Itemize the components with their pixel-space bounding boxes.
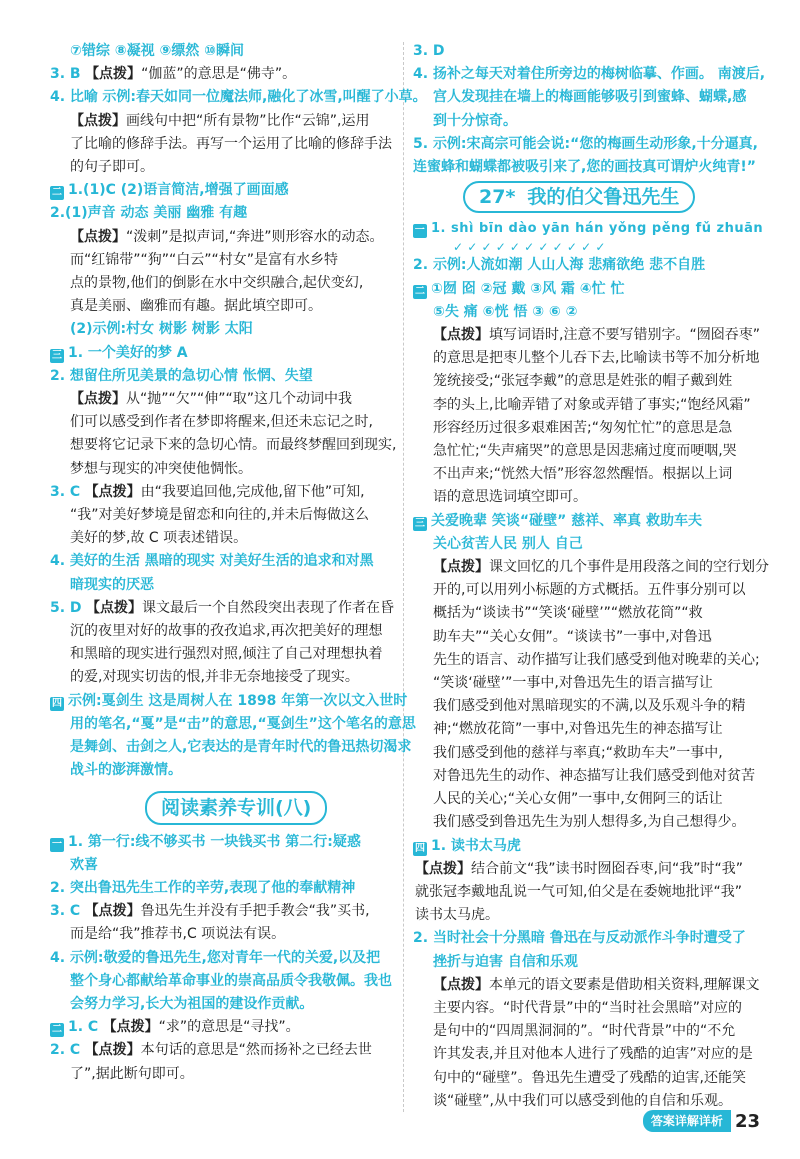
answer-line	[50, 226, 395, 249]
answer-line: 3. D	[413, 43, 445, 59]
answer-line: 而“红锦带”“狗”“白云”“村女”是富有水乡特	[70, 251, 339, 268]
example-tag: 示例:	[68, 692, 102, 709]
page-footer	[643, 1109, 760, 1133]
answer-line: “我”对美好梦境是留恋和向往的,并未后悔做这么	[70, 507, 369, 524]
answer-line: 挫折与迫害 自信和乐观	[433, 953, 578, 970]
hint-tag: 【点拨】	[84, 483, 141, 500]
answer-line: 2. 突出鲁迅先生工作的辛劳,表现了他的奉献精神	[50, 879, 356, 896]
answer-line	[50, 1016, 395, 1039]
answer-line: 而是给“我”推荐书,C 项说法有误。	[70, 926, 286, 943]
example-tag: 示例:	[102, 89, 136, 106]
answer-line	[50, 900, 395, 923]
answer-line: 主要内容。“时代背景”中的“当时社会黑暗”对应的	[433, 999, 743, 1016]
answer-line: 的意思是把枣儿整个儿吞下去,比喻读书等不加分析地	[433, 350, 760, 367]
answer-line: 用的笔名,“戛”是“击”的意思,“戛剑生”这个笔名的意思	[70, 715, 416, 732]
answer-line	[413, 217, 764, 240]
answer-line: 5. 示例:宋高宗可能会说:“您的梅画生动形象,十分逼真,	[413, 135, 758, 152]
answer-line	[413, 858, 758, 881]
answer-line: “笑谈‘碰壁’”一事中,对鲁迅先生的语言描写让	[433, 675, 713, 692]
answer-text: 戛剑生 这是周树人在 1898 年第一次以文入世时	[101, 692, 408, 709]
answer-line: 点的景物,他们的倒影在水中交织融合,起伏变幻,	[70, 275, 364, 292]
answer-line: 想要将它记录下来的急切心情。而最终梦醒回到现实,	[70, 437, 397, 454]
hint-tag: 【点拨】	[415, 860, 471, 877]
answer-line: 4. 示例:敬爱的鲁迅先生,您对青年一代的关爱,以及把	[50, 949, 381, 966]
answer-text: ①囫 囵 ②冠 戴 ③风 霜 ④忙 忙	[431, 280, 625, 297]
answer-line: 梦想与现实的冲突使他惆怅。	[70, 460, 252, 477]
example-tag: 示例:	[92, 321, 127, 338]
pinyin-answers: 1. shì bīn dào yān hán yǒng pěng fǔ zhuān	[431, 221, 764, 237]
answer-text: 本单元的语文要素是借助相关资料,理解课文	[489, 976, 760, 993]
answer-line: 不出声来;“恍然大悟”形容忽然醒悟。根据以上词	[433, 466, 733, 483]
answer-line	[50, 63, 395, 86]
left-column	[50, 40, 427, 1086]
section-four-icon: 四	[52, 697, 62, 709]
answer-line	[50, 388, 395, 411]
answer-text: 村女 树影 树影 太阳	[126, 321, 253, 338]
answer-line: 谈“碰壁”,从中我们可以感受到他的自信和乐观。	[433, 1092, 732, 1109]
hint-tag: 【点拨】	[102, 1019, 159, 1036]
hint-tag: 【点拨】	[84, 903, 141, 920]
example-tag: 示例:	[432, 135, 467, 152]
answer-line: 2.(1)声音 动态 美丽 幽雅 有趣	[50, 205, 248, 222]
answer-line: 是舞剑、击剑之人,它表达的是青年时代的鲁迅热切渴求	[70, 739, 412, 756]
answer-line: 关心贫苦人民 别人 自己	[433, 535, 583, 552]
section-one-icon: 一	[414, 225, 426, 237]
answer-line: 暗现实的厌恶	[70, 576, 154, 593]
lesson-title	[463, 181, 695, 213]
hint-tag: 【点拨】	[85, 66, 142, 83]
right-column	[413, 40, 769, 1113]
answer-number: 3. C	[50, 483, 81, 500]
answer-line: 急忙忙;“失声痛哭”的意思是因悲痛过度而哽咽,哭	[433, 443, 737, 460]
answer-line: ⑦错综 ⑧凝视 ⑨缥然 ⑩瞬间	[70, 43, 245, 59]
answer-line: 4. 美好的生活 黑暗的现实 对美好生活的追求和对黑	[50, 553, 374, 570]
answer-line: 和黑暗的现实进行强烈对照,倾注了自己对理想执着	[70, 646, 383, 663]
answer-number: 3. B	[50, 66, 81, 83]
answer-line	[50, 86, 427, 109]
section-three-icon: 三	[415, 517, 425, 529]
answer-line	[413, 974, 758, 997]
hint-tag: 【点拨】	[84, 1042, 141, 1059]
answer-line: ⑤失 痛 ⑥恍 悟 ③ ⑥ ②	[433, 303, 578, 320]
answer-text: 由“我要追回他,完成他,留下他”可知,	[140, 483, 365, 500]
answer-line: 语的意思选词填空即可。	[433, 489, 587, 506]
lesson-name: 我的伯父鲁迅先生	[527, 186, 680, 209]
answer-line: 战斗的澎湃激情。	[70, 762, 182, 779]
answer-line: 先生的语言、动作描写让我们感受到他对晚辈的关心;	[433, 651, 760, 668]
answer-line: 形容经历过很多艰难困苦;“匆匆忙忙”的意思是急	[433, 419, 733, 436]
answer-line: 连蜜蜂和蝴蝶都被吸引来了,您的画技真可谓炉火纯青!”	[413, 159, 756, 176]
answer-line: 就张冠李戴地乱说一气可知,伯父是在委婉地批评“我”	[415, 883, 742, 900]
answer-line: 2. 示例:人流如潮 人山人海 悲痛欲绝 悲不自胜	[413, 257, 706, 274]
answer-line: 读书太马虎。	[415, 907, 499, 924]
answer-text: 结合前文“我”读书时囫囵吞枣,问“我”时“我”	[471, 860, 743, 877]
column-divider	[403, 42, 404, 1112]
example-tag: 示例:	[69, 949, 104, 966]
answer-line: 我们感受到他对黑暗现实的不满,以及乐观斗争的精	[433, 698, 746, 715]
footer-label: 答案详解详析	[643, 1110, 731, 1132]
answer-text: 1. 第一行:线不够买书 一块钱买书 第二行:疑惑	[68, 833, 361, 850]
answer-text: “求”的意思是“寻找”。	[158, 1019, 300, 1036]
answer-line: 到十分惊奇。	[433, 112, 517, 129]
hint-tag: 【点拨】	[433, 559, 489, 576]
hint-tag: 【点拨】	[433, 976, 489, 993]
answer-line: 沉的夜里对好的故事的孜孜追求,再次把美好的理想	[70, 623, 383, 640]
answer-line: 整个身心都献给革命事业的崇高品质令我敬佩。我也	[70, 972, 392, 989]
page-number: 23	[734, 1110, 760, 1132]
section-two-icon: 二	[52, 187, 62, 199]
answer-line	[50, 831, 395, 854]
answer-line: 李的头上,比喻弄错了对象或弄错了事实;“饱经风霜”	[433, 396, 751, 413]
answer-line: 2. 想留住所见美景的急切心情 怅惘、失望	[50, 367, 313, 384]
answer-text: 关爱晚辈 笑谈“碰壁” 慈祥、率真 救助车夫	[431, 512, 703, 529]
answer-line: 对鲁迅先生的动作、神态描写让我们感受到他对贫苦	[433, 767, 755, 784]
answer-line: 了”,据此断句即可。	[70, 1065, 194, 1082]
answer-number: 2. C	[50, 1042, 81, 1059]
answer-line	[50, 1039, 395, 1062]
answer-line: 人民的关心;“关心女佣”一事中,女佣阿三的话让	[433, 791, 723, 808]
answer-text: 课文回忆的几个事件是用段落之间的空行划分	[489, 559, 769, 576]
answer-text: 鲁迅先生并没有手把手教会“我”买书,	[140, 903, 370, 920]
answer-text: 填写词语时,注意不要写错别字。“囫囵吞枣”	[489, 327, 760, 344]
answer-line: 许其发表,并且对他本人进行了残酷的迫害”对应的是	[433, 1046, 753, 1063]
answer-number: 4. 比喻	[50, 89, 98, 106]
answer-text: 1.(1)C (2)语言简洁,增强了画面感	[68, 182, 289, 199]
hint-tag: 【点拨】	[433, 327, 489, 344]
answer-text: 课文最后一个自然段突出表现了作者在昏	[142, 599, 395, 616]
answer-line	[50, 597, 395, 620]
answer-line: 是句中的“四周黑洞洞的”。“时代背景”中的“不允	[433, 1023, 736, 1040]
answer-line	[50, 179, 395, 202]
answer-text: 人流如潮 人山人海 悲痛欲绝 悲不自胜	[466, 257, 706, 274]
hint-tag: 【点拨】	[70, 391, 126, 408]
answer-line: 神;“燃放花筒”一事中,对鲁迅先生的神态描写让	[433, 721, 723, 738]
hint-tag: 【点拨】	[86, 599, 143, 616]
answer-line: 会努力学习,长大为祖国的建设作贡献。	[70, 995, 314, 1012]
section-four-icon: 四	[415, 842, 425, 854]
answer-line: 笼统接受;“张冠李戴”的意思是姓张的帽子戴到姓	[433, 373, 733, 390]
hint-tag: 【点拨】	[70, 228, 126, 245]
example-tag: 示例:	[432, 257, 467, 274]
answer-text: 1. 一个美好的梦 A	[68, 344, 188, 361]
lesson-number: 27*	[479, 186, 516, 209]
answer-line: 我们感受到他的慈祥与率真;“救助车夫”一事中,	[433, 744, 723, 761]
answer-text: 画线句中把“所有景物”比作“云锦”,运用	[126, 112, 370, 129]
answer-line: 欢喜	[70, 856, 98, 873]
answer-line: 我们感受到鲁迅先生为别人想得多,为自己想得少。	[433, 814, 746, 831]
answer-text: “伽蓝”的意思是“佛寺”。	[141, 66, 297, 83]
answer-line	[413, 324, 758, 347]
answer-number: 1. C	[68, 1019, 99, 1036]
answer-line: 的句子即可。	[70, 159, 154, 176]
answer-line	[413, 556, 769, 579]
answer-text: “泼刺”是拟声词,“奔进”则形容水的动态。	[126, 228, 384, 245]
answer-number: 3. C	[50, 903, 81, 920]
answer-line: 句中的“碰壁”。鲁迅先生遭受了残酷的迫害,还能笑	[433, 1069, 746, 1086]
answer-line	[50, 342, 395, 365]
answer-line	[50, 690, 408, 713]
answer-number: (2)	[70, 321, 93, 338]
answer-text: 宋高宗可能会说:“您的梅画生动形象,十分逼真,	[466, 135, 758, 152]
answer-text: 从“抛”“欠”“伸”“取”这几个动词中我	[126, 391, 353, 408]
answer-line: 们可以感受到作者在梦即将醒来,但还未忘记之时,	[70, 414, 373, 431]
answer-line: 美好的梦,故 C 项表述错误。	[70, 530, 248, 547]
answer-line: 概括为“谈读书”“笑谈‘碰壁’”“燃放花筒”“救	[433, 605, 703, 622]
answer-line	[50, 481, 395, 504]
section-two-icon: 二	[52, 1024, 62, 1036]
answer-line: 了比喻的修辞手法。再写一个运用了比喻的修辞手法	[70, 135, 392, 152]
answer-line: 真是美丽、幽雅而有趣。据此填空即可。	[70, 298, 322, 315]
section-two-icon: 二	[415, 285, 425, 297]
answer-text: 本句话的意思是“然而扬补之已经去世	[140, 1042, 372, 1059]
answer-line	[50, 318, 395, 341]
reading-section-title: 阅读素养专训(八)	[145, 791, 327, 825]
checkmark-row: ✓ ✓ ✓ ✓ ✓ ✓ ✓ ✓ ✓ ✓ ✓	[453, 240, 606, 255]
answer-line: 的爱,对现实切齿的恨,并非无奈地接受了现实。	[70, 669, 359, 686]
answer-line: 宫人发现挂在墙上的梅画能够吸引到蜜蜂、蝴蝶,感	[433, 89, 747, 106]
answer-line: 2. 当时社会十分黑暗 鲁迅在与反动派作斗争时遭受了	[413, 930, 746, 947]
answer-line	[413, 278, 758, 301]
answer-number: 5. D	[50, 599, 82, 616]
answer-line	[413, 835, 758, 858]
section-three-icon: 三	[52, 349, 62, 361]
answer-line: 助车夫”“关心女佣”。“谈读书”一事中,对鲁迅	[433, 628, 712, 645]
answer-text: 1. 读书太马虎	[431, 837, 521, 854]
hint-tag: 【点拨】	[70, 112, 126, 129]
answer-line: 开的,可以用列小标题的方式概括。五件事分别可以	[433, 582, 746, 599]
answer-text: 春天如同一位魔法师,融化了冰雪,叫醒了小草。	[136, 89, 427, 106]
answer-line: 4. 扬补之每天对着住所旁边的梅树临摹、作画。 南渡后,	[413, 66, 766, 83]
answer-line	[50, 110, 395, 133]
section-one-icon: 一	[52, 838, 62, 850]
answer-line	[413, 510, 758, 533]
answer-text: 敬爱的鲁迅先生,您对青年一代的关爱,以及把	[103, 949, 381, 966]
